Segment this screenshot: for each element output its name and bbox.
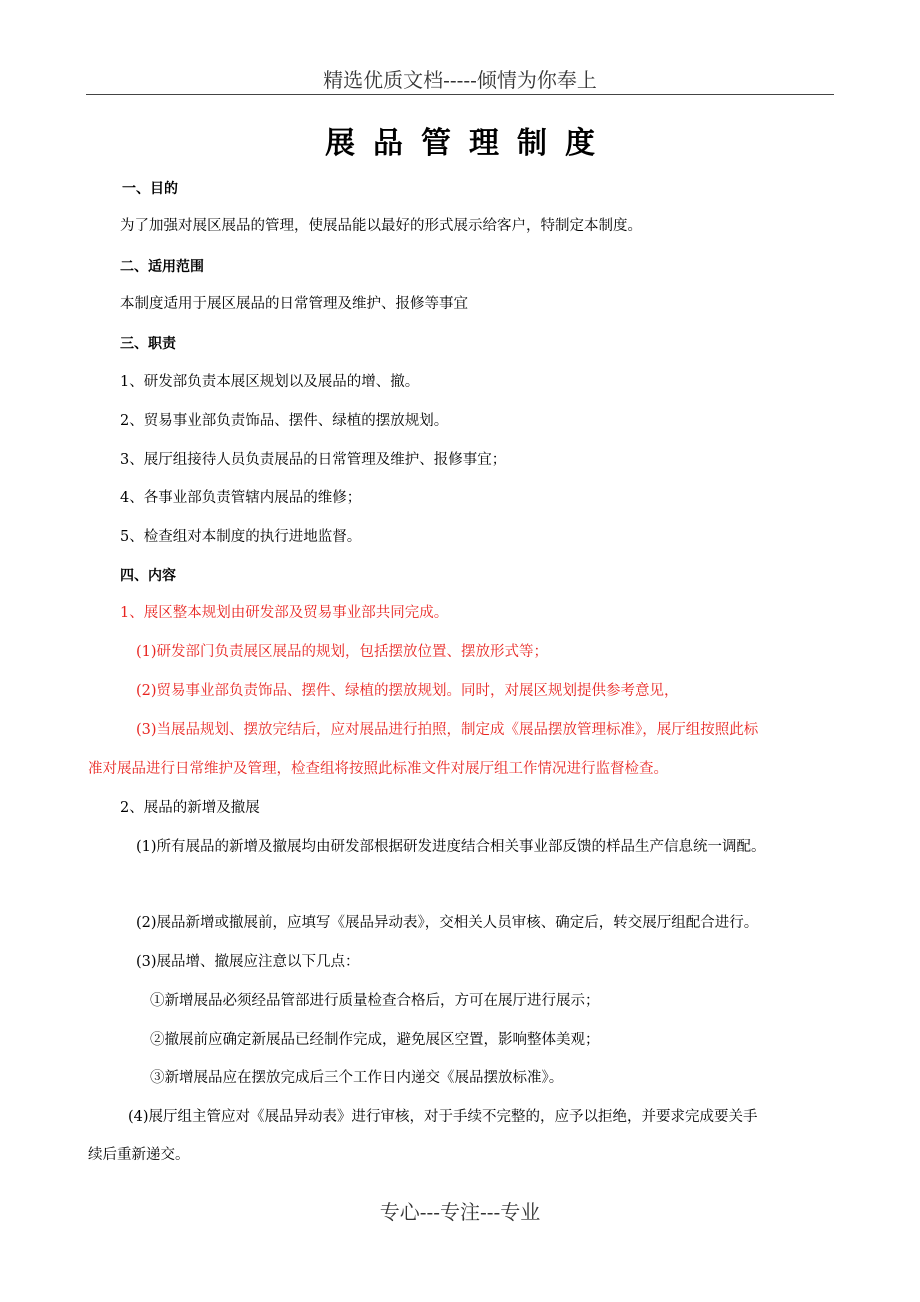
section-3-item-1: 1、研发部负责本展区规划以及展品的增、撤。	[120, 374, 420, 390]
section-1-heading: 一、目的	[122, 181, 178, 197]
header-rule	[86, 94, 834, 95]
section-4-para-1-3-line-2: 准对展品进行日常维护及管理，检查组将按照此标准文件对展厅组工作情况进行监督检查。	[88, 761, 668, 777]
section-4-para-2-3: (3)展品增、撤展应注意以下几点：	[136, 954, 360, 970]
section-1-text: 为了加强对展区展品的管理，使展品能以最好的形式展示给客户，特制定本制度。	[120, 218, 642, 234]
section-2-text: 本制度适用于展区展品的日常管理及维护、报修等事宜	[120, 296, 468, 312]
section-4-para-1-1: (1)研发部门负责展区展品的规划，包括摆放位置、摆放形式等；	[136, 644, 549, 660]
section-4-para-2-3-1: ①新增展品必须经品管部进行质量检查合格后，方可在展厅进行展示；	[150, 993, 600, 1009]
section-4-para-2-3-2: ②撤展前应确定新展品已经制作完成，避免展区空置，影响整体美观；	[150, 1032, 600, 1048]
page-header: 精选优质文档-----倾情为你奉上	[323, 68, 597, 92]
section-4-para-2-3-3: ③新增展品应在摆放完成后三个工作日内递交《展品摆放标准》。	[150, 1070, 564, 1086]
section-3-item-2: 2、贸易事业部负责饰品、摆件、绿植的摆放规划。	[120, 413, 449, 429]
section-4-para-2-2: (2)展品新增或撤展前，应填写《展品异动表》，交相关人员审核、确定后，转交展厅组配合进行。	[136, 915, 759, 931]
page-footer: 专心---专注---专业	[379, 1200, 541, 1224]
section-4-para-2: 2、展品的新增及撤展	[120, 800, 260, 816]
section-4-para-2-4-line-1: (4)展厅组主管应对《展品异动表》进行审核，对于手续不完整的，应予以拒绝，并要求完成要关手	[128, 1109, 758, 1125]
section-3-item-4: 4、各事业部负责管辖内展品的维修；	[120, 490, 362, 506]
section-3-item-3: 3、展厅组接待人员负责展品的日常管理及维护、报修事宜；	[120, 452, 507, 468]
section-4-para-1-2: (2)贸易事业部负责饰品、摆件、绿植的摆放规划。同时，对展区规划提供参考意见，	[136, 683, 679, 699]
document-title: 展品管理制度	[325, 126, 613, 161]
section-3-item-5: 5、检查组对本制度的执行进地监督。	[120, 529, 362, 545]
section-4-para-2-1: (1)所有展品的新增及撤展均由研发部根据研发进度结合相关事业部反馈的样品生产信息统一调配。	[136, 839, 766, 855]
section-4-para-1: 1、展区整本规划由研发部及贸易事业部共同完成。	[120, 605, 449, 621]
section-4-para-1-3-line-1: (3)当展品规划、摆放完结后，应对展品进行拍照，制定成《展品摆放管理标准》，展厅组按照此标	[136, 722, 759, 738]
section-4-para-2-4-line-2: 续后重新递交。	[88, 1147, 190, 1163]
section-2-heading: 二、适用范围	[120, 259, 204, 275]
section-4-heading: 四、内容	[120, 568, 176, 584]
section-3-heading: 三、职责	[120, 336, 176, 352]
